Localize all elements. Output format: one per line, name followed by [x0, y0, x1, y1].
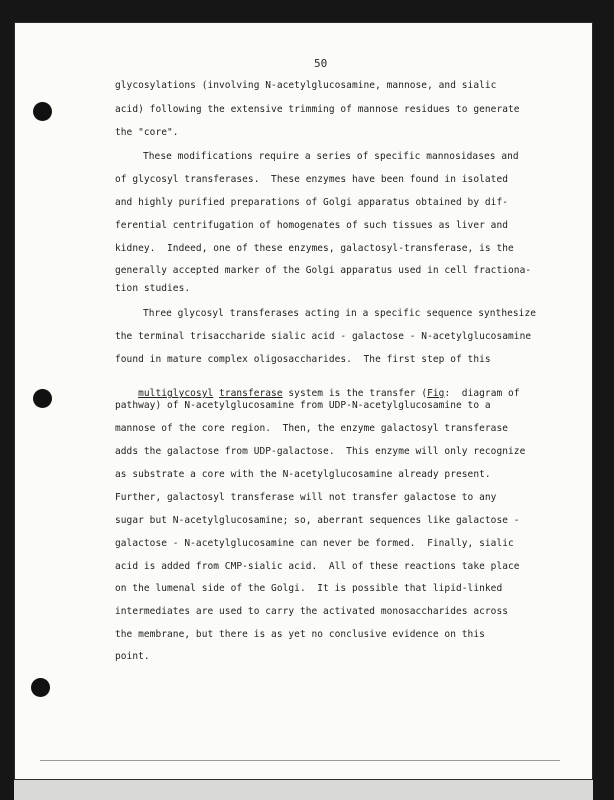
- text-line: pathway) of N-acetylglucosamine from UDP-N-acetylglucosamine to a: [115, 400, 491, 411]
- text-line: ferential centrifugation of homogenates of such tissues as liver and: [115, 220, 509, 231]
- text-line: and highly purified preparations of Golgi apparatus obtained by dif-: [115, 197, 509, 208]
- punch-hole-top: [33, 102, 52, 121]
- text-line: adds the galactose from UDP-galactose. This enzyme will only recognize: [115, 446, 526, 457]
- text-line: Three glycosyl transferases acting in a specific sequence synthesize: [143, 308, 537, 319]
- text-line: galactose - N-acetylglucosamine can never be formed. Finally, sialic: [115, 538, 514, 549]
- text-line: Further, galactosyl transferase will not transfer galactose to any: [115, 492, 497, 503]
- punch-hole-middle: [33, 389, 52, 408]
- text-line: the "core".: [115, 127, 179, 138]
- text-line: of glycosyl transferases. These enzymes have been found in isolated: [115, 174, 509, 185]
- text-line: mannose of the core region. Then, the enzyme galactosyl transferase: [115, 423, 509, 434]
- text-line: intermediates are used to carry the activated monosaccharides across: [115, 606, 509, 617]
- text-line: tion studies.: [115, 283, 191, 294]
- text-line: on the lumenal side of the Golgi. It is possible that lipid-linked: [115, 583, 503, 594]
- scanner-bottom-strip: [14, 780, 593, 800]
- text-line: found in mature complex oligosaccharides. The first step of this: [115, 354, 491, 365]
- text-line: These modifications require a series of specific mannosidases and: [143, 151, 519, 162]
- page-number: 50: [314, 57, 328, 70]
- text-line: glycosylations (involving N-acetylglucosamine, mannose, and sialic: [115, 80, 497, 91]
- text-line: the terminal trisaccharide sialic acid - galactose - N-acetylglucosamine: [115, 331, 532, 342]
- page-bottom-rule: [40, 760, 560, 761]
- text-line: kidney. Indeed, one of these enzymes, galactosyl-transferase, is the: [115, 243, 514, 254]
- underlined-term: multiglycosyl: [138, 388, 214, 399]
- text-line: sugar but N-acetylglucosamine; so, aberrant sequences like galactose -: [115, 515, 520, 526]
- text-line: as substrate a core with the N-acetylglucosamine already present.: [115, 469, 491, 480]
- text-line: acid is added from CMP-sialic acid. All of these reactions take place: [115, 561, 520, 572]
- text-line: point.: [115, 651, 150, 662]
- punch-hole-bottom: [31, 678, 50, 697]
- text-line: generally accepted marker of the Golgi apparatus used in cell fractiona-: [115, 265, 532, 276]
- underlined-term: transferase: [219, 388, 283, 399]
- figure-reference: Fig: [427, 388, 445, 399]
- text-line: the membrane, but there is as yet no conclusive evidence on this: [115, 629, 485, 640]
- line-fragment: : diagram of: [444, 388, 520, 399]
- text-line: acid) following the extensive trimming of mannose residues to generate: [115, 104, 520, 115]
- line-fragment: system is the transfer (: [282, 388, 428, 399]
